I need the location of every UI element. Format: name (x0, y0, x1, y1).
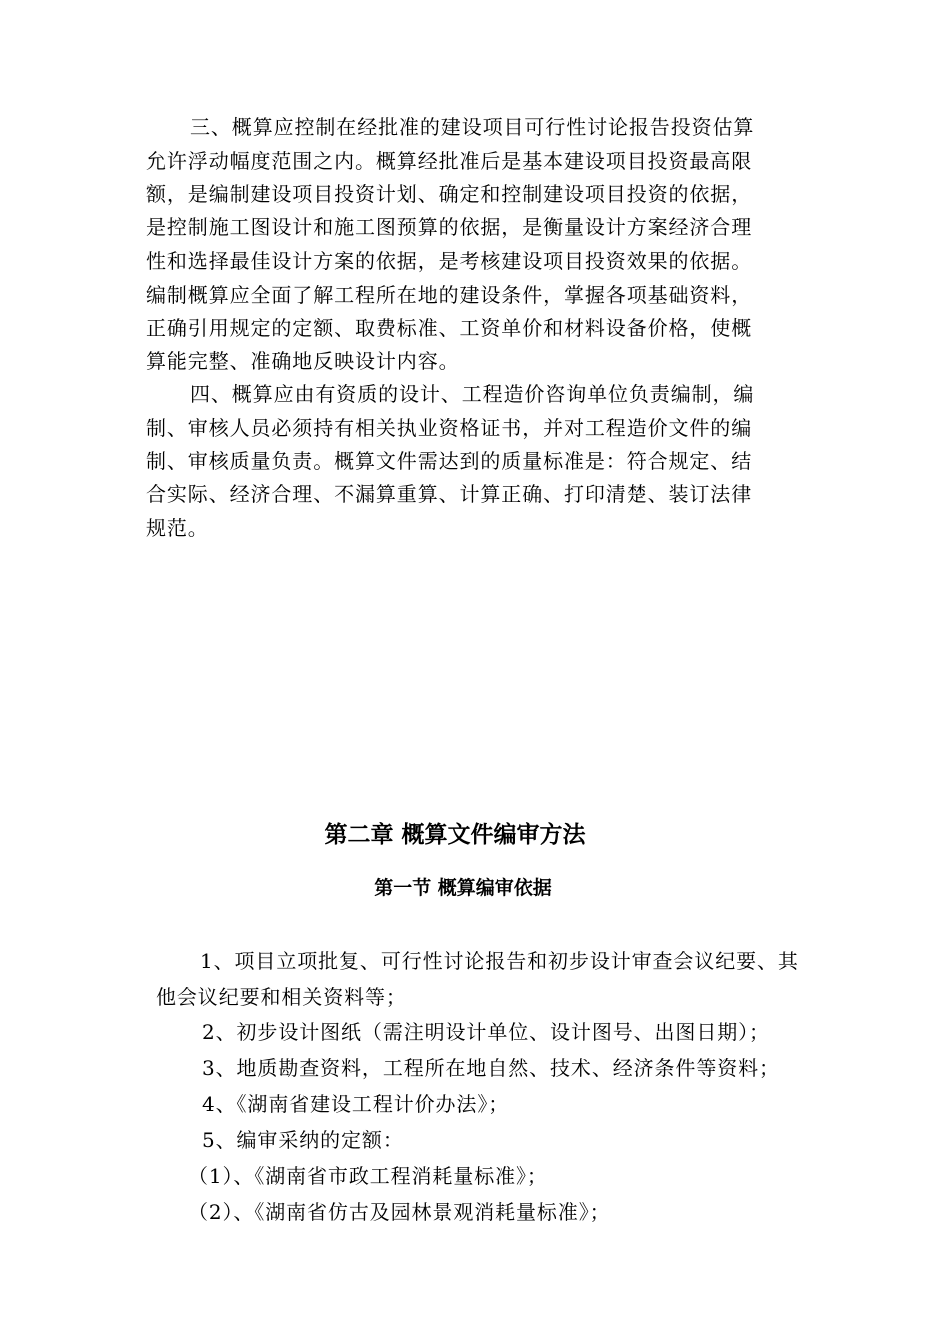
paragraph-3-line-3: 额，是编制建设项目投资计划、确定和控制建设项目投资的依据， (146, 182, 753, 206)
basis-item-1-line-2: 他会议纪要和相关资料等； (156, 985, 407, 1009)
paragraph-3-line-1: 三、概算应控制在经批准的建设项目可行性讨论报告投资估算 (190, 115, 755, 139)
paragraph-3-line-6: 编制概算应全面了解工程所在地的建设条件，掌握各项基础资料， (146, 283, 753, 307)
basis-subitem-1: （1）、《湖南省市政工程消耗量标准》； (188, 1164, 548, 1188)
paragraph-3-line-4: 是控制施工图设计和施工图预算的依据，是衡量设计方案经济合理 (146, 215, 753, 239)
paragraph-3-line-8: 算能完整、准确地反映设计内容。 (146, 349, 460, 373)
basis-item-3: 3、地质勘查资料，工程所在地自然、技术、经济条件等资料； (202, 1056, 780, 1080)
basis-item-1-line-1: 1、项目立项批复、可行性讨论报告和初步设计审查会议纪要、其 (200, 949, 799, 973)
paragraph-3-line-2: 允许浮动幅度范围之内。概算经批准后是基本建设项目投资最高限 (146, 149, 753, 173)
basis-item-4: 4、《湖南省建设工程计价办法》； (202, 1092, 510, 1116)
paragraph-4-line-1: 四、概算应由有资质的设计、工程造价咨询单位负责编制，编 (190, 382, 755, 406)
basis-item-2: 2、初步设计图纸（需注明设计单位、设计图号、出图日期）； (202, 1020, 770, 1044)
paragraph-4-line-4: 合实际、经济合理、不漏算重算、计算正确、打印清楚、装订法律 (146, 482, 753, 506)
paragraph-4-line-5: 规范。 (146, 516, 209, 540)
paragraph-4-line-3: 制、审核质量负责。概算文件需达到的质量标准是：符合规定、结 (146, 449, 753, 473)
paragraph-4-line-2: 制、审核人员必须持有相关执业资格证书，并对工程造价文件的编 (146, 416, 753, 440)
section-title: 第一节 概算编审依据 (374, 877, 552, 899)
chapter-title: 第二章 概算文件编审方法 (324, 822, 586, 848)
basis-subitem-2: （2）、《湖南省仿古及园林景观消耗量标准》； (188, 1200, 611, 1224)
paragraph-3-line-7: 正确引用规定的定额、取费标准、工资单价和材料设备价格，使概 (146, 316, 753, 340)
paragraph-3-line-5: 性和选择最佳设计方案的依据，是考核建设项目投资效果的依据。 (146, 249, 753, 273)
basis-item-5: 5、编审采纳的定额： (202, 1128, 404, 1152)
